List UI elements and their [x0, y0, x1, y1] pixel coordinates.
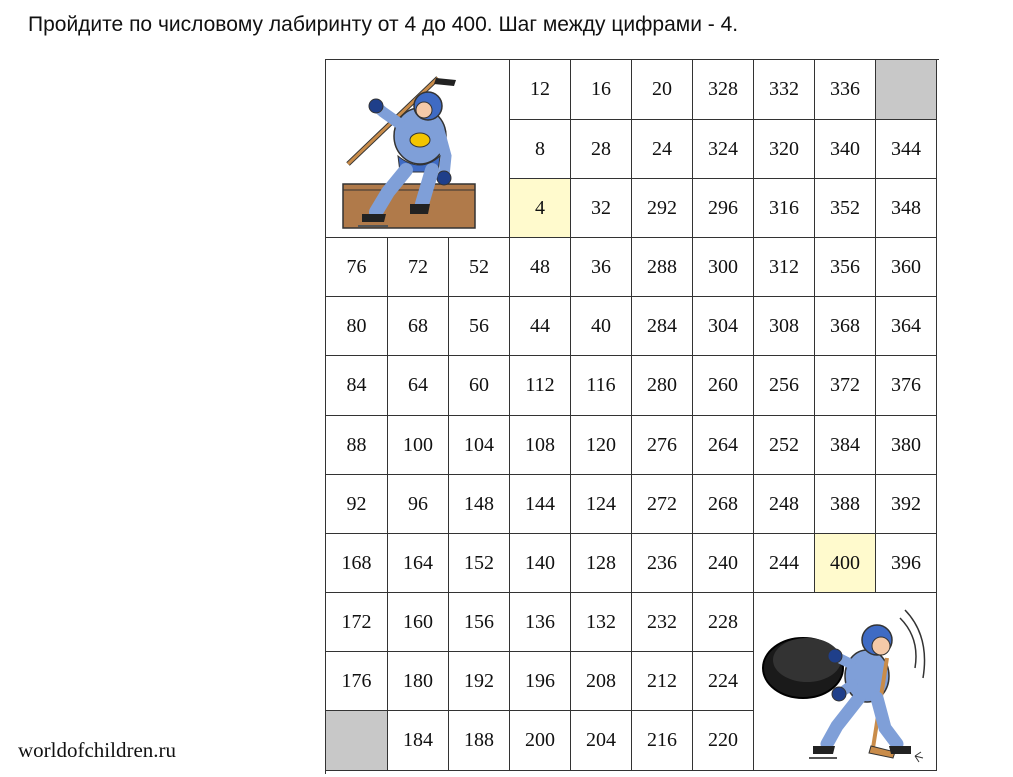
maze-cell[interactable]: 372	[815, 356, 876, 416]
maze-cell[interactable]: 336	[815, 60, 876, 120]
maze-cell[interactable]: 16	[571, 60, 632, 120]
maze-cell[interactable]: 108	[510, 416, 571, 475]
maze-cell[interactable]: 8	[510, 120, 571, 179]
maze-cell[interactable]: 344	[876, 120, 937, 179]
maze-cell[interactable]: 48	[510, 238, 571, 297]
maze-cell[interactable]: 360	[876, 238, 937, 297]
hockey-player-with-puck-image	[754, 593, 937, 771]
maze-cell[interactable]: 260	[693, 356, 754, 416]
maze-cell[interactable]: 184	[388, 711, 449, 771]
maze-cell[interactable]: 304	[693, 297, 754, 356]
maze-cell[interactable]: 72	[388, 238, 449, 297]
maze-cell[interactable]: 300	[693, 238, 754, 297]
maze-cell[interactable]: 128	[571, 534, 632, 593]
maze-cell[interactable]: 264	[693, 416, 754, 475]
maze-cell[interactable]: 180	[388, 652, 449, 711]
maze-cell[interactable]: 32	[571, 179, 632, 238]
maze-cell-start[interactable]: 4	[510, 179, 571, 238]
maze-cell[interactable]: 268	[693, 475, 754, 534]
maze-cell[interactable]: 328	[693, 60, 754, 120]
maze-cell[interactable]: 284	[632, 297, 693, 356]
maze-cell[interactable]: 312	[754, 238, 815, 297]
maze-cell[interactable]: 120	[571, 416, 632, 475]
maze-cell[interactable]: 384	[815, 416, 876, 475]
maze-cell[interactable]: 64	[388, 356, 449, 416]
hockey-puck-icon	[755, 598, 935, 766]
hockey-player-icon	[328, 64, 508, 234]
maze-cell[interactable]: 256	[754, 356, 815, 416]
maze-cell[interactable]: 192	[449, 652, 510, 711]
maze-cell[interactable]: 248	[754, 475, 815, 534]
maze-cell[interactable]: 368	[815, 297, 876, 356]
maze-cell[interactable]: 228	[693, 593, 754, 652]
maze-cell[interactable]: 324	[693, 120, 754, 179]
maze-cell[interactable]: 244	[754, 534, 815, 593]
maze-cell[interactable]: 148	[449, 475, 510, 534]
maze-cell[interactable]: 80	[326, 297, 388, 356]
maze-cell[interactable]: 104	[449, 416, 510, 475]
maze-cell[interactable]: 160	[388, 593, 449, 652]
maze-cell[interactable]: 44	[510, 297, 571, 356]
maze-cell[interactable]: 164	[388, 534, 449, 593]
maze-cell[interactable]: 332	[754, 60, 815, 120]
maze-cell[interactable]: 352	[815, 179, 876, 238]
maze-cell[interactable]: 52	[449, 238, 510, 297]
maze-cell[interactable]: 12	[510, 60, 571, 120]
maze-cell[interactable]: 308	[754, 297, 815, 356]
maze-cell[interactable]: 88	[326, 416, 388, 475]
maze-cell[interactable]: 112	[510, 356, 571, 416]
maze-cell[interactable]: 208	[571, 652, 632, 711]
site-watermark: worldofchildren.ru	[18, 738, 177, 762]
hockey-player-skating-image	[326, 60, 510, 238]
maze-cell[interactable]: 140	[510, 534, 571, 593]
maze-cell[interactable]: 380	[876, 416, 937, 475]
maze-cell[interactable]: 196	[510, 652, 571, 711]
maze-cell[interactable]: 216	[632, 711, 693, 771]
maze-cell[interactable]: 156	[449, 593, 510, 652]
maze-cell[interactable]: 364	[876, 297, 937, 356]
maze-cell[interactable]: 124	[571, 475, 632, 534]
maze-cell[interactable]: 172	[326, 593, 388, 652]
maze-cell[interactable]: 280	[632, 356, 693, 416]
maze-cell[interactable]: 356	[815, 238, 876, 297]
maze-cell[interactable]: 20	[632, 60, 693, 120]
maze-cell[interactable]: 200	[510, 711, 571, 771]
maze-cell[interactable]: 212	[632, 652, 693, 711]
number-maze-grid	[325, 59, 939, 774]
maze-cell[interactable]: 76	[326, 238, 388, 297]
maze-cell-blank[interactable]	[326, 711, 388, 771]
maze-cell[interactable]: 272	[632, 475, 693, 534]
task-title: Пройдите по числовому лабиринту от 4 до 400. Шаг между цифрами - 4.	[28, 13, 739, 36]
maze-cell-finish[interactable]: 400	[815, 534, 876, 593]
maze-cell[interactable]: 240	[693, 534, 754, 593]
maze-cell[interactable]: 36	[571, 238, 632, 297]
maze-cell[interactable]: 56	[449, 297, 510, 356]
maze-cell[interactable]: 204	[571, 711, 632, 771]
maze-cell[interactable]: 24	[632, 120, 693, 179]
maze-cell[interactable]: 392	[876, 475, 937, 534]
maze-cell[interactable]: 100	[388, 416, 449, 475]
maze-cell[interactable]: 188	[449, 711, 510, 771]
maze-cell[interactable]: 236	[632, 534, 693, 593]
maze-cell[interactable]: 296	[693, 179, 754, 238]
maze-cell[interactable]: 252	[754, 416, 815, 475]
maze-cell[interactable]: 388	[815, 475, 876, 534]
maze-cell[interactable]: 168	[326, 534, 388, 593]
maze-cell[interactable]: 348	[876, 179, 937, 238]
maze-cell[interactable]: 288	[632, 238, 693, 297]
maze-cell[interactable]: 396	[876, 534, 937, 593]
maze-cell[interactable]: 132	[571, 593, 632, 652]
maze-cell[interactable]: 116	[571, 356, 632, 416]
maze-cell[interactable]: 176	[326, 652, 388, 711]
maze-cell[interactable]: 340	[815, 120, 876, 179]
maze-cell[interactable]: 320	[754, 120, 815, 179]
maze-cell[interactable]: 220	[693, 711, 754, 771]
maze-cell[interactable]: 276	[632, 416, 693, 475]
maze-cell[interactable]: 96	[388, 475, 449, 534]
maze-cell[interactable]: 316	[754, 179, 815, 238]
maze-cell[interactable]: 152	[449, 534, 510, 593]
maze-cell[interactable]: 232	[632, 593, 693, 652]
maze-cell[interactable]: 68	[388, 297, 449, 356]
maze-cell[interactable]: 136	[510, 593, 571, 652]
maze-cell[interactable]: 376	[876, 356, 937, 416]
maze-cell[interactable]: 28	[571, 120, 632, 179]
maze-cell[interactable]: 224	[693, 652, 754, 711]
maze-cell-blank[interactable]	[876, 60, 937, 120]
maze-cell[interactable]: 92	[326, 475, 388, 534]
maze-cell[interactable]: 84	[326, 356, 388, 416]
maze-cell[interactable]: 292	[632, 179, 693, 238]
maze-cell[interactable]: 40	[571, 297, 632, 356]
maze-cell[interactable]: 144	[510, 475, 571, 534]
maze-cell[interactable]: 60	[449, 356, 510, 416]
